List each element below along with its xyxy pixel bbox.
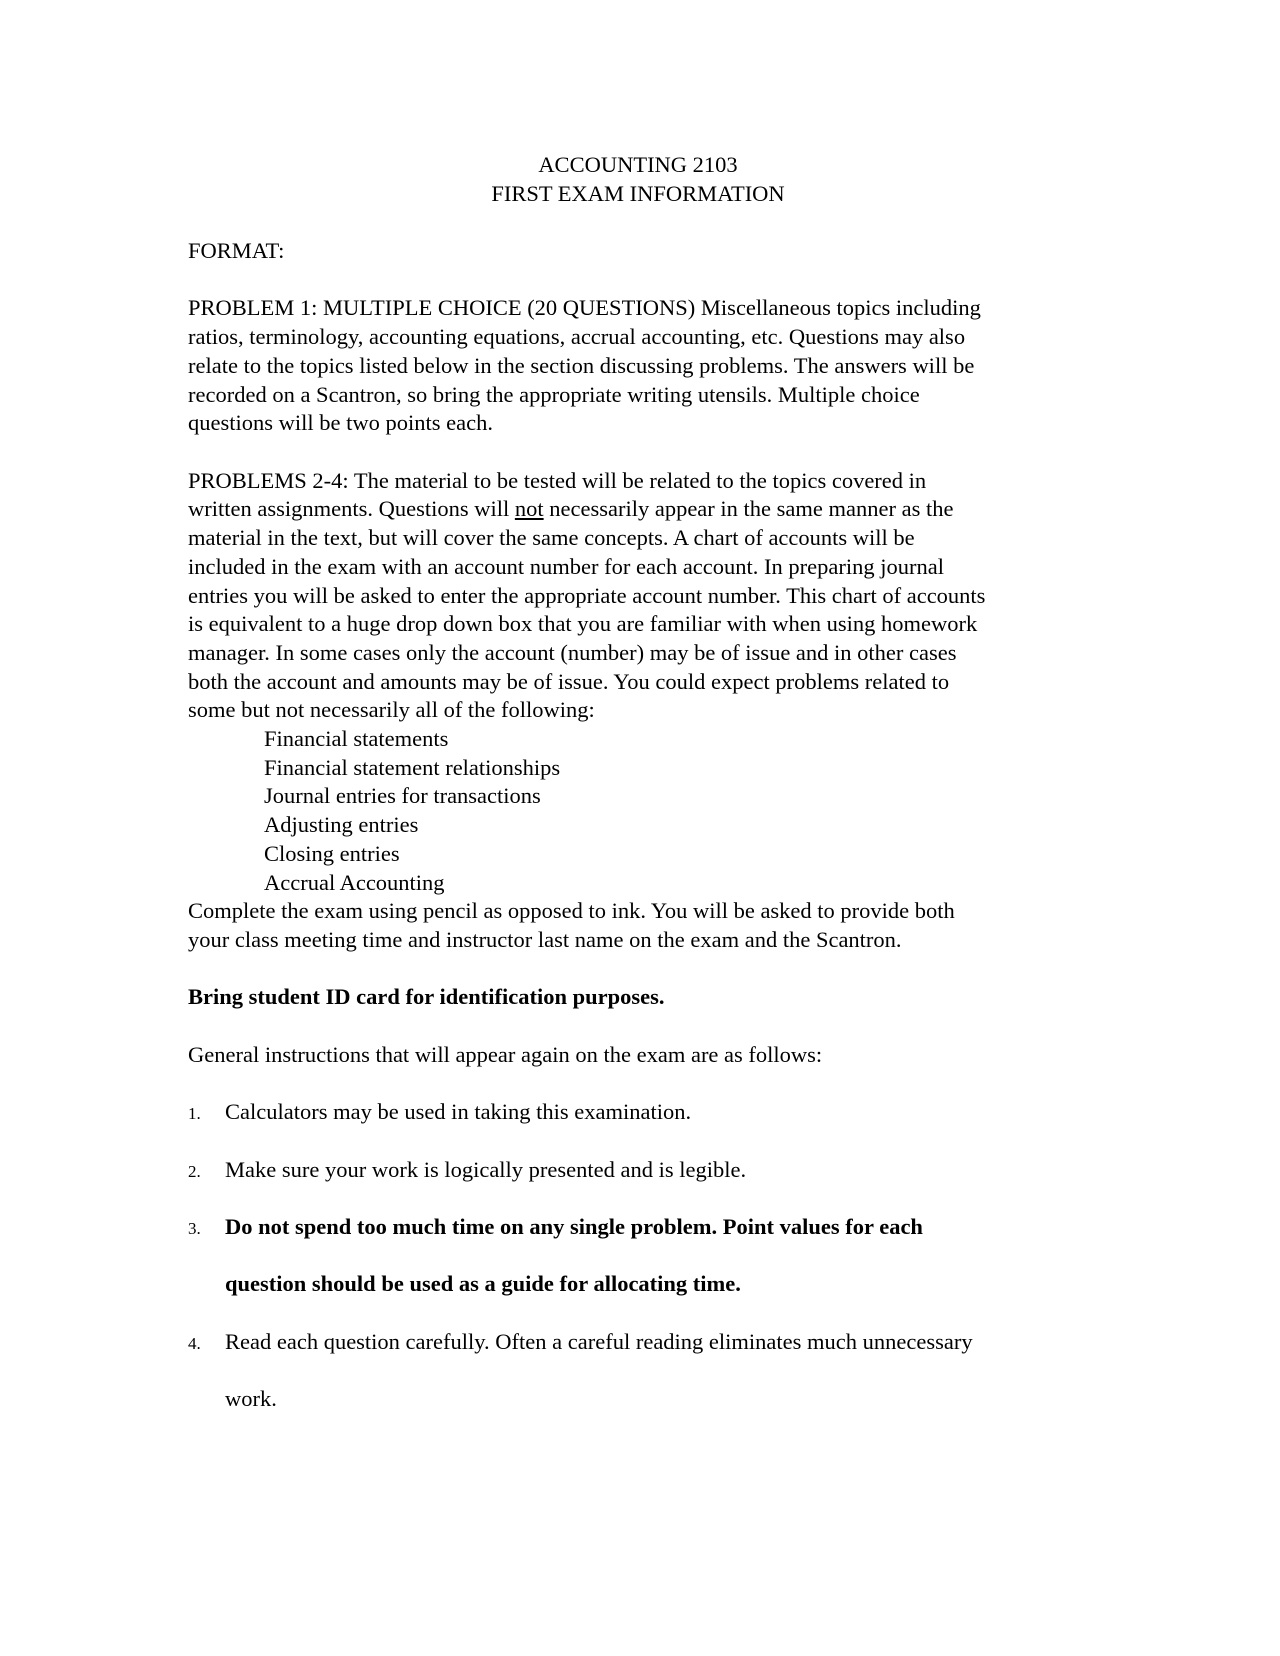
topic-list: [188, 725, 1088, 897]
instruction-number: 1.: [188, 1104, 201, 1124]
problems-2-4-line: manager. In some cases only the account (number) may be of issue and in other cases: [188, 639, 957, 665]
instruction-text: Read each question carefully. Often a careful reading eliminates much unnecessary: [225, 1328, 973, 1354]
instructions-list: [188, 1098, 1088, 1414]
instruction-number: 4.: [188, 1333, 201, 1353]
document-page: [188, 151, 1088, 1442]
topic-item: Accrual Accounting: [264, 869, 445, 895]
closing-line: Complete the exam using pencil as opposed to ink. You will be asked to provide both: [188, 898, 955, 924]
problems-2-4-line: [188, 495, 1088, 524]
closing-line: your class meeting time and instructor last name on the exam and the Scantron.: [188, 926, 902, 952]
format-label: FORMAT:: [188, 238, 285, 264]
course-title: ACCOUNTING 2103: [538, 152, 738, 177]
problem-1-line: PROBLEM 1: MULTIPLE CHOICE (20 QUESTIONS) Miscellaneous topics including: [188, 295, 981, 321]
problems-2-4-line: some but not necessarily all of the following:: [188, 697, 595, 723]
problems-2-4-text: necessarily appear in the same manner as the: [543, 496, 954, 522]
problems-2-4-line: both the account and amounts may be of issue. You could expect problems related to: [188, 668, 950, 694]
document-title: FIRST EXAM INFORMATION: [491, 180, 785, 206]
topic-item: Adjusting entries: [264, 812, 419, 838]
instruction-text: Make sure your work is logically presented and is legible.: [225, 1156, 747, 1182]
problem-1-line: questions will be two points each.: [188, 410, 493, 436]
instruction-number: 3.: [188, 1218, 201, 1238]
problems-2-4-text: written assignments. Questions will: [188, 496, 515, 522]
topic-item: Journal entries for transactions: [264, 783, 541, 809]
general-instructions-intro: General instructions that will appear again on the exam are as follows:: [188, 1041, 823, 1067]
problems-2-4-line: entries you will be asked to enter the appropriate account number. This chart of accounts: [188, 582, 986, 608]
emphasis-not: not: [514, 496, 544, 522]
problems-2-4-line: is equivalent to a huge drop down box that you are familiar with when using homework: [188, 611, 978, 637]
instruction-number: 2.: [188, 1161, 201, 1181]
document-header: [188, 151, 1088, 208]
instruction-text: work.: [225, 1386, 277, 1412]
topic-item: Closing entries: [264, 840, 400, 866]
instruction-item: [188, 1098, 1088, 1127]
problems-2-4-section: [188, 467, 1088, 955]
instruction-text: question should be used as a guide for allocating time.: [225, 1271, 741, 1297]
instruction-item: [188, 1328, 1088, 1414]
instruction-item: [188, 1213, 1088, 1299]
problems-2-4-line: included in the exam with an account number for each account. In preparing journal: [188, 553, 944, 579]
topic-item: Financial statement relationships: [264, 754, 561, 780]
instruction-text: Do not spend too much time on any single problem. Point values for each: [225, 1213, 923, 1239]
problems-2-4-line: material in the text, but will cover the same concepts. A chart of accounts will be: [188, 525, 915, 551]
problem-1-line: recorded on a Scantron, so bring the appropriate writing utensils. Multiple choice: [188, 381, 920, 407]
instruction-text: Calculators may be used in taking this examination.: [225, 1099, 692, 1125]
id-notice: Bring student ID card for identification purposes.: [188, 984, 665, 1010]
topic-item: Financial statements: [264, 726, 449, 752]
problem-1-section: [188, 294, 1088, 438]
instruction-item: [188, 1156, 1088, 1185]
problem-1-line: relate to the topics listed below in the section discussing problems. The answers will be: [188, 352, 975, 378]
problems-2-4-line: PROBLEMS 2-4: The material to be tested will be related to the topics covered in: [188, 467, 927, 493]
problem-1-line: ratios, terminology, accounting equations, accrual accounting, etc. Questions may also: [188, 324, 966, 350]
